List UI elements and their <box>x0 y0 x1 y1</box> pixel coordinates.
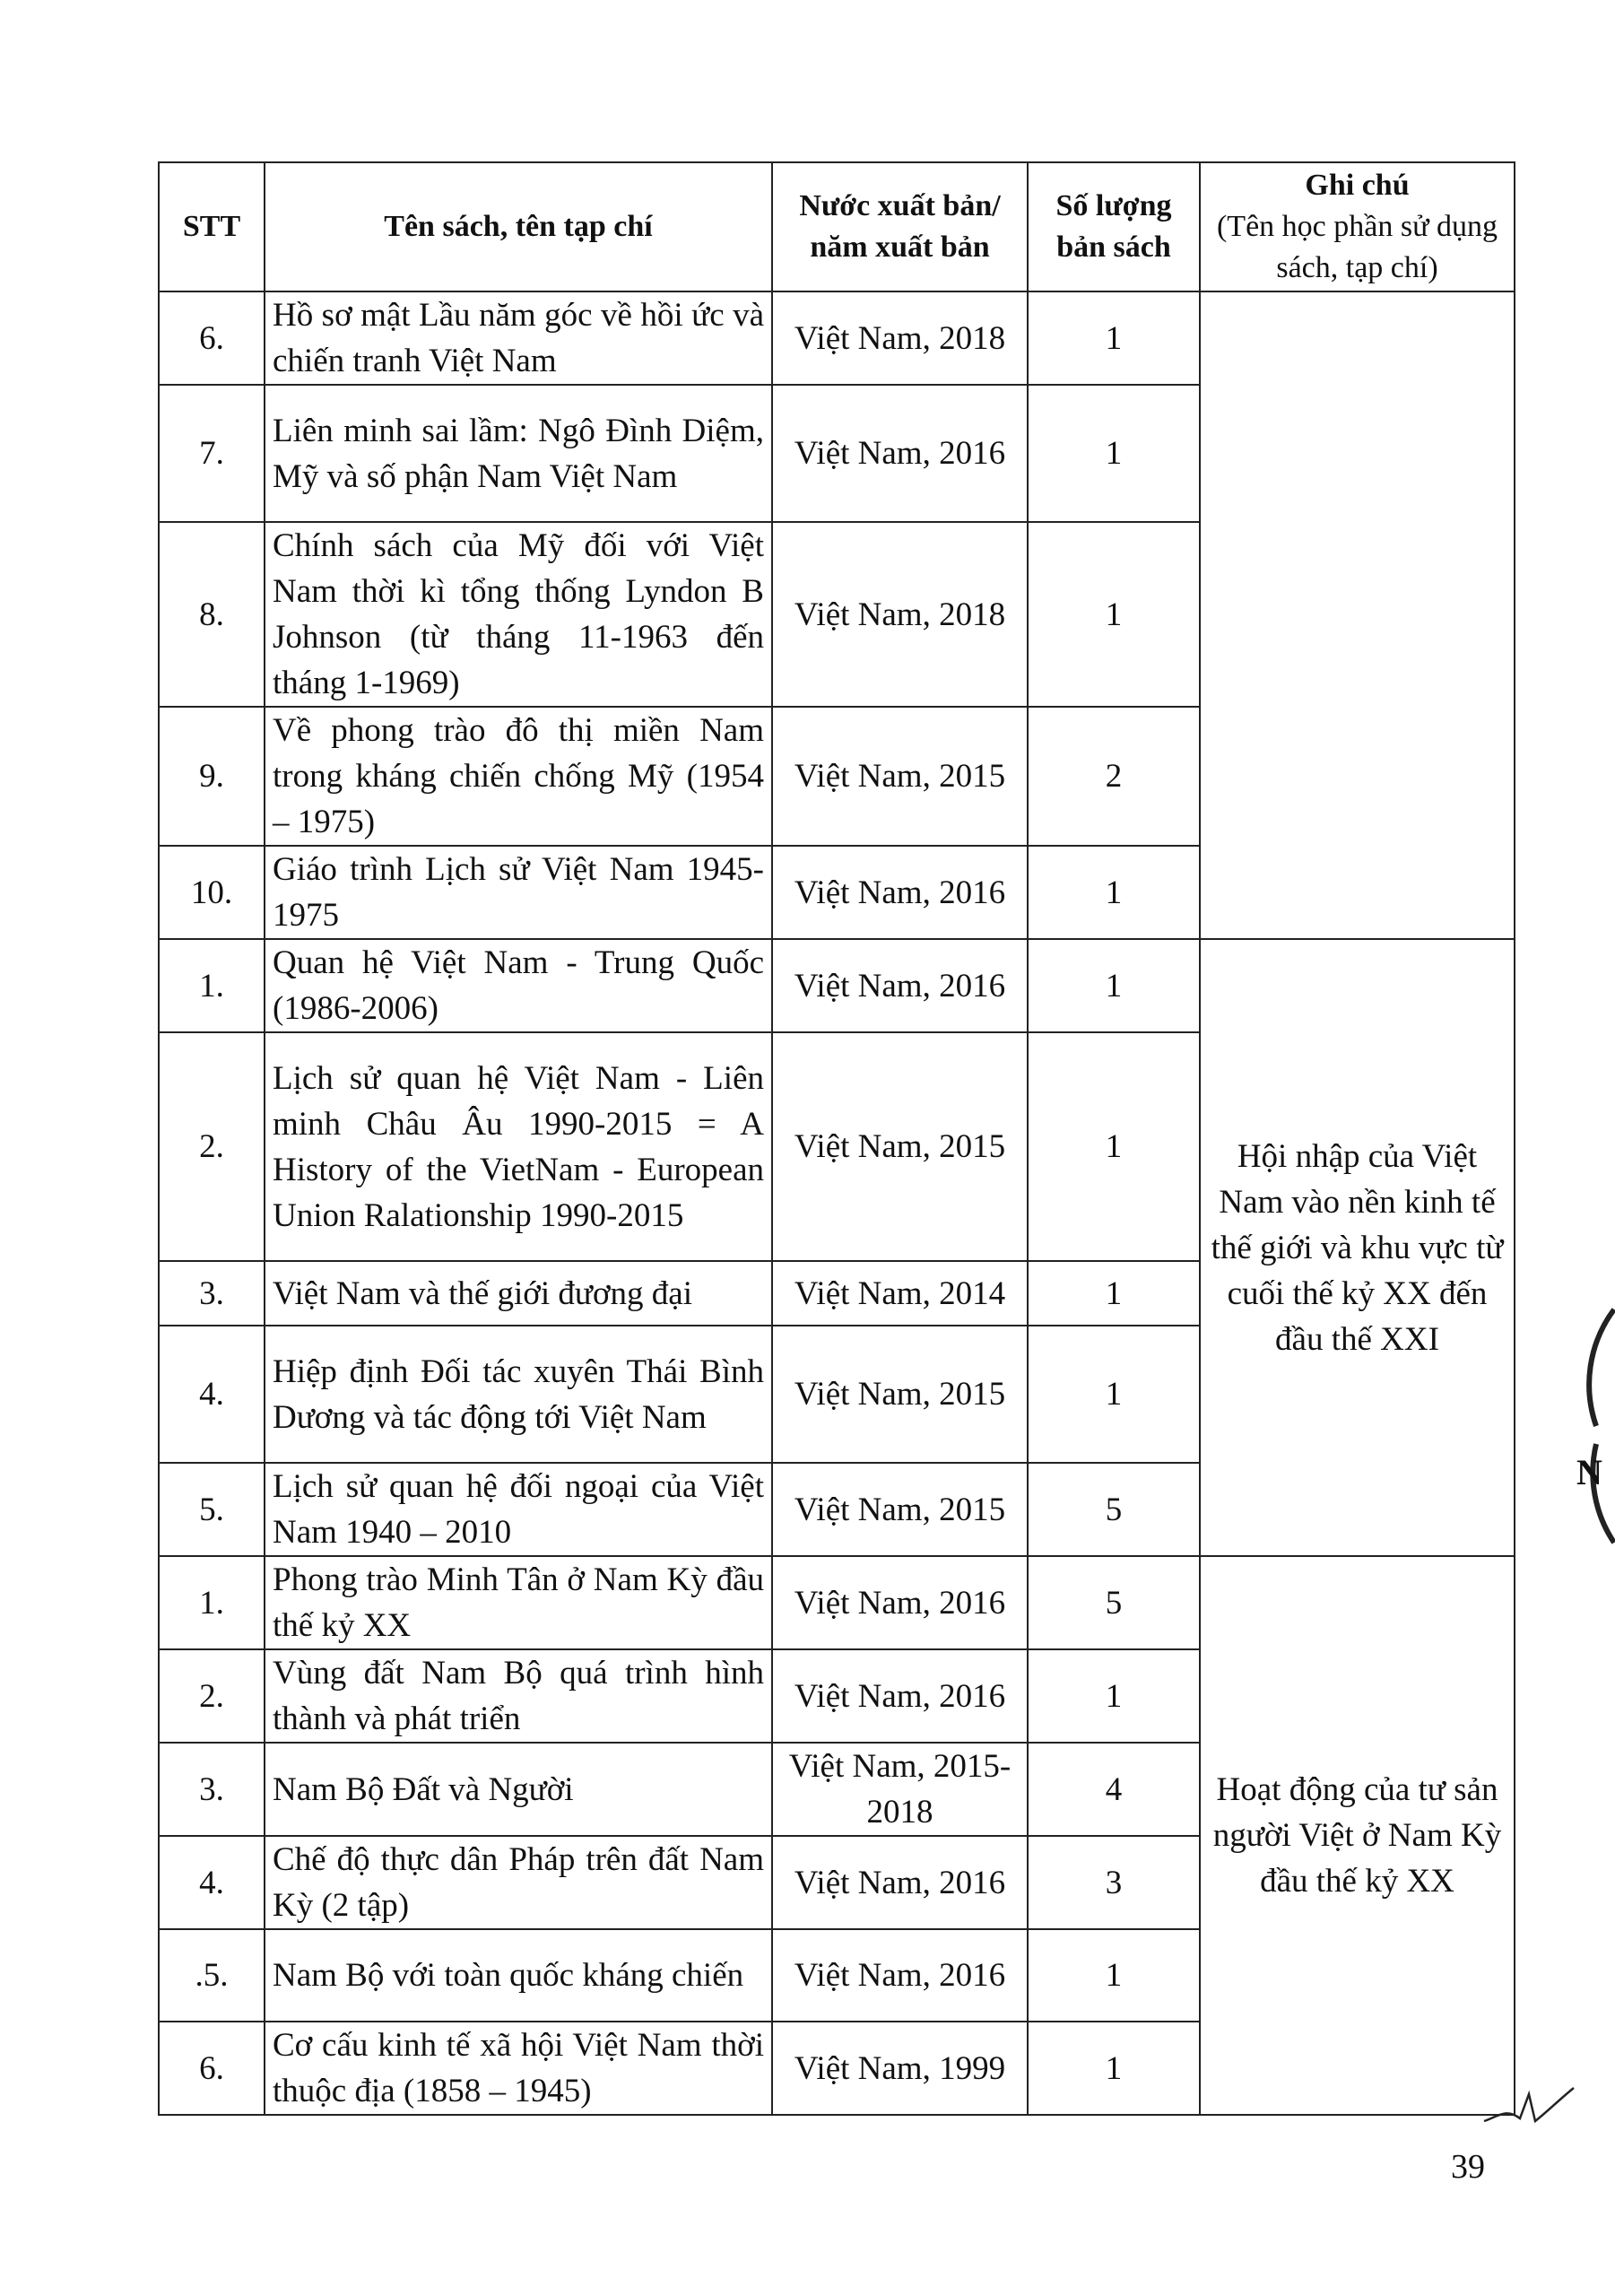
row-publisher: Việt Nam, 2016 <box>772 846 1028 939</box>
row-publisher: Việt Nam, 2016 <box>772 1929 1028 2022</box>
svg-text:N: N <box>1576 1452 1602 1492</box>
row-publisher: Việt Nam, 2014 <box>772 1261 1028 1326</box>
row-stt: 9. <box>159 707 265 846</box>
row-quantity: 1 <box>1028 1326 1200 1463</box>
header-quantity-line2: bản sách <box>1056 230 1171 264</box>
row-title: Vùng đất Nam Bộ quá trình hình thành và phát triển <box>265 1649 772 1743</box>
row-quantity: 1 <box>1028 939 1200 1032</box>
note-group-2: Hội nhập của Việt Nam vào nền kinh tế thế giới và khu vực từ cuối thế kỷ XX đến đầu thế XXI <box>1200 939 1515 1556</box>
row-publisher: Việt Nam, 1999 <box>772 2022 1028 2115</box>
row-publisher: Việt Nam, 2015-2018 <box>772 1743 1028 1836</box>
row-publisher: Việt Nam, 2015 <box>772 1463 1028 1556</box>
row-quantity: 1 <box>1028 846 1200 939</box>
page-number: 39 <box>1451 2148 1485 2186</box>
row-stt: 4. <box>159 1326 265 1463</box>
table-row <box>159 1556 1515 1649</box>
row-quantity: 1 <box>1028 1649 1200 1743</box>
row-title: Nam Bộ Đất và Người <box>265 1743 772 1836</box>
row-stt: 5. <box>159 1463 265 1556</box>
row-publisher: Việt Nam, 2016 <box>772 1836 1028 1929</box>
note-group-3: Hoạt động của tư sản người Việt ở Nam Kỳ đầu thế kỷ XX <box>1200 1556 1515 2115</box>
row-publisher: Việt Nam, 2016 <box>772 1649 1028 1743</box>
row-stt: 1. <box>159 939 265 1032</box>
row-quantity: 4 <box>1028 1743 1200 1836</box>
header-note-line2: (Tên học phần sử dụng sách, tạp chí) <box>1216 210 1498 284</box>
row-publisher: Việt Nam, 2015 <box>772 707 1028 846</box>
header-publisher-line1: Nước xuất bản/ <box>799 189 1001 222</box>
books-table <box>158 161 1515 2116</box>
header-quantity <box>1028 162 1200 291</box>
header-quantity-line1: Số lượng <box>1055 189 1172 222</box>
signature-icon <box>1480 2081 1578 2135</box>
table-row <box>159 939 1515 1032</box>
row-title: Nam Bộ với toàn quốc kháng chiến <box>265 1929 772 2022</box>
seal-fragment-icon <box>1560 1292 1615 1561</box>
row-publisher: Việt Nam, 2016 <box>772 1556 1028 1649</box>
row-quantity: 1 <box>1028 291 1200 385</box>
row-title: Phong trào Minh Tân ở Nam Kỳ đầu thế kỷ XX <box>265 1556 772 1649</box>
row-stt: 3. <box>159 1261 265 1326</box>
row-title: Chính sách của Mỹ đối với Việt Nam thời kì tổng thống Lyndon B Johnson (từ tháng 11-1963 đến tháng 1-1969) <box>265 522 772 707</box>
row-quantity: 1 <box>1028 2022 1200 2115</box>
header-stt: STT <box>159 162 265 291</box>
row-title: Lịch sử quan hệ đối ngoại của Việt Nam 1940 – 2010 <box>265 1463 772 1556</box>
row-quantity: 5 <box>1028 1556 1200 1649</box>
row-title: Liên minh sai lầm: Ngô Đình Diệm, Mỹ và số phận Nam Việt Nam <box>265 385 772 522</box>
row-quantity: 5 <box>1028 1463 1200 1556</box>
row-publisher: Việt Nam, 2018 <box>772 522 1028 707</box>
row-publisher: Việt Nam, 2015 <box>772 1032 1028 1261</box>
row-title: Hồ sơ mật Lầu năm góc về hồi ức và chiến tranh Việt Nam <box>265 291 772 385</box>
row-title: Quan hệ Việt Nam - Trung Quốc (1986-2006) <box>265 939 772 1032</box>
row-stt: .5. <box>159 1929 265 2022</box>
row-stt: 6. <box>159 2022 265 2115</box>
row-publisher: Việt Nam, 2015 <box>772 1326 1028 1463</box>
row-publisher: Việt Nam, 2018 <box>772 291 1028 385</box>
row-title: Việt Nam và thế giới đương đại <box>265 1261 772 1326</box>
row-quantity: 3 <box>1028 1836 1200 1929</box>
row-title: Lịch sử quan hệ Việt Nam - Liên minh Châu Âu 1990-2015 = A History of the VietNam - European Union Ralationship 1990-2015 <box>265 1032 772 1261</box>
row-stt: 7. <box>159 385 265 522</box>
row-quantity: 2 <box>1028 707 1200 846</box>
row-publisher: Việt Nam, 2016 <box>772 385 1028 522</box>
table-header-row <box>159 162 1515 291</box>
row-title: Hiệp định Đối tác xuyên Thái Bình Dương và tác động tới Việt Nam <box>265 1326 772 1463</box>
row-title: Về phong trào đô thị miền Nam trong kháng chiến chống Mỹ (1954 – 1975) <box>265 707 772 846</box>
header-publisher-line2: năm xuất bản <box>810 230 990 264</box>
row-quantity: 1 <box>1028 1261 1200 1326</box>
row-quantity: 1 <box>1028 522 1200 707</box>
header-note-line1: Ghi chú <box>1305 169 1410 202</box>
row-stt: 6. <box>159 291 265 385</box>
row-title: Cơ cấu kinh tế xã hội Việt Nam thời thuộc địa (1858 – 1945) <box>265 2022 772 2115</box>
row-title: Giáo trình Lịch sử Việt Nam 1945-1975 <box>265 846 772 939</box>
header-note <box>1200 162 1515 291</box>
row-title: Chế độ thực dân Pháp trên đất Nam Kỳ (2 tập) <box>265 1836 772 1929</box>
table-row <box>159 291 1515 385</box>
row-stt: 2. <box>159 1649 265 1743</box>
row-quantity: 1 <box>1028 1032 1200 1261</box>
row-stt: 4. <box>159 1836 265 1929</box>
header-title: Tên sách, tên tạp chí <box>265 162 772 291</box>
note-group-1 <box>1200 291 1515 939</box>
row-stt: 1. <box>159 1556 265 1649</box>
row-quantity: 1 <box>1028 385 1200 522</box>
row-stt: 8. <box>159 522 265 707</box>
row-stt: 3. <box>159 1743 265 1836</box>
header-publisher <box>772 162 1028 291</box>
row-stt: 10. <box>159 846 265 939</box>
row-publisher: Việt Nam, 2016 <box>772 939 1028 1032</box>
row-stt: 2. <box>159 1032 265 1261</box>
row-quantity: 1 <box>1028 1929 1200 2022</box>
